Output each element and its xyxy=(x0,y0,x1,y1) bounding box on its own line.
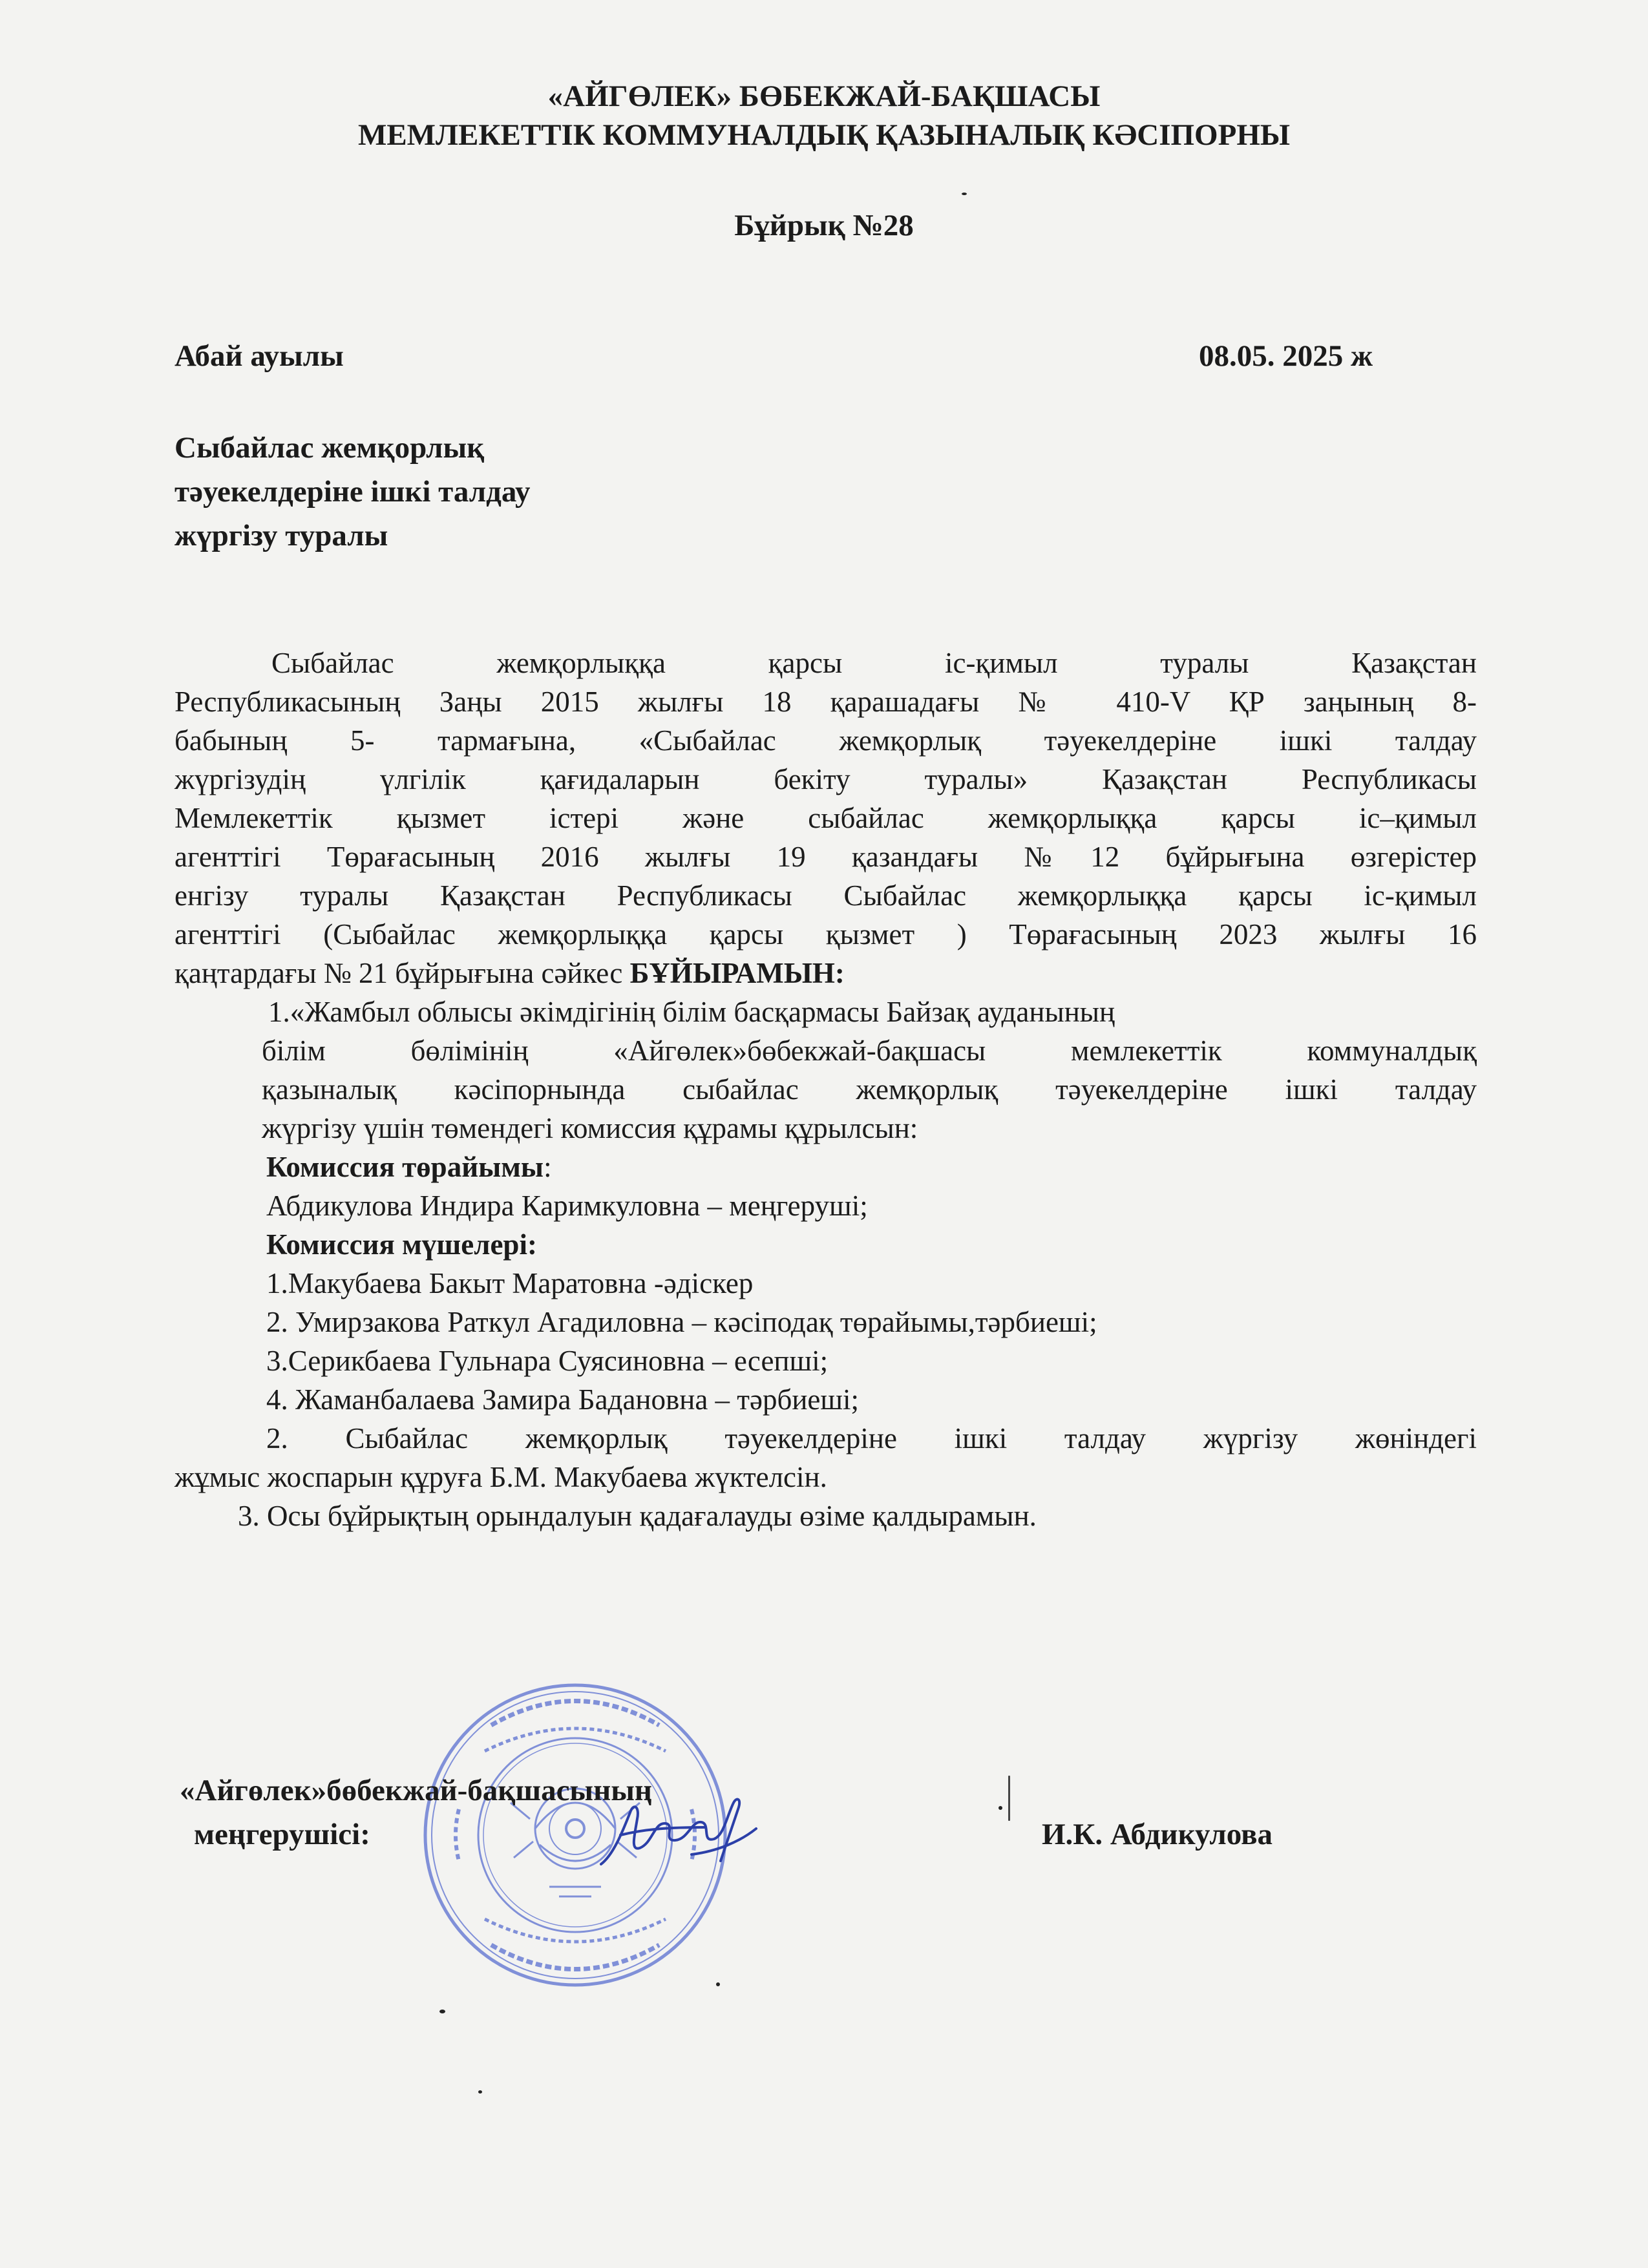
item-2-line: 2. Сыбайлас жемқорлық тәуекелдеріне ішкі талдау жүргізу жөніндегі xyxy=(266,1422,1477,1454)
body-line-text: қаңтардағы № 21 бұйрығына сәйкес xyxy=(174,957,630,989)
scan-speck xyxy=(998,1806,1002,1810)
body-line: Мемлекеттік қызмет істері және сыбайлас жемқорлыққа қарсы іс–қимыл xyxy=(174,802,1477,834)
order-date: 08.05. 2025 ж xyxy=(1199,339,1373,373)
signer-name: И.К. Абдикулова xyxy=(1042,1818,1273,1851)
signature-org-line-2: меңгерушісі: xyxy=(194,1818,370,1851)
institution-name-line-1: «АЙГӨЛЕК» БӨБЕКЖАЙ-БАҚШАСЫ xyxy=(547,79,1101,113)
scan-speck xyxy=(962,193,967,195)
commission-member: 2. Умирзакова Раткул Агадиловна – кәсіподақ төрайымы,тәрбиеші; xyxy=(266,1306,1097,1338)
place-name: Абай ауылы xyxy=(174,339,344,373)
subject-line-3: жүргізу туралы xyxy=(174,519,388,552)
item-1-line: 1.«Жамбыл облысы әкімдігінің білім басқармасы Байзақ ауданының xyxy=(268,996,1115,1028)
institution-name-line-2: МЕМЛЕКЕТТІК КОММУНАЛДЫҚ ҚАЗЫНАЛЫҚ КӘСІПОРНЫ xyxy=(357,118,1291,152)
item-1-line: жүргізу үшін төмендегі комиссия құрамы құрылсын: xyxy=(262,1112,918,1144)
order-title: Бұйрық №28 xyxy=(734,209,914,242)
commission-chair-name: Абдикулова Индира Каримкуловна – меңгеруші; xyxy=(266,1190,868,1222)
body-line: агенттігі Төрағасының 2016 жылғы 19 қазандағы №12 бұйрығына өзгерістер xyxy=(174,841,1477,873)
scan-speck xyxy=(716,1982,720,1986)
item-1-line: білім бөлімінің «Айгөлек»бөбекжай-бақшасы мемлекеттік коммуналдық xyxy=(262,1034,1477,1067)
signature-org-line-1: «Айгөлек»бөбекжай-бақшасының xyxy=(180,1774,652,1807)
scan-speck xyxy=(439,2010,445,2013)
decree-word: БҰЙЫРАМЫН: xyxy=(629,957,845,989)
scan-speck xyxy=(478,2090,482,2094)
body-line: бабының 5- тармағына, «Сыбайлас жемқорлық тәуекелдеріне ішкі талдау xyxy=(174,724,1477,757)
commission-chair-label: Комиссия төрайымы xyxy=(266,1151,544,1183)
commission-chair-colon: : xyxy=(544,1151,552,1183)
scan-mark xyxy=(1008,1776,1010,1821)
body-line: жүргізудің үлгілік қағидаларын бекіту туралы» Қазақстан Республикасы xyxy=(174,763,1477,795)
subject-line-1: Сыбайлас жемқорлық xyxy=(174,431,485,465)
body-line: енгізу туралы Қазақстан Республикасы Сыбайлас жемқорлыққа қарсы іс-қимыл xyxy=(174,879,1477,912)
body-line xyxy=(174,953,1477,993)
commission-chair xyxy=(266,1147,552,1187)
body-line: Республикасының Заңы 2015 жылғы 18 қарашадағы № 410-V ҚР заңының 8- xyxy=(174,686,1477,718)
commission-member: 3.Серикбаева Гульнара Суясиновна – есепші; xyxy=(266,1345,829,1377)
commission-member: 1.Макубаева Бакыт Маратовна -әдіскер xyxy=(266,1267,754,1299)
item-3-line: 3. Осы бұйрықтың орындалуын қадағалауды өзіме қалдырамын. xyxy=(238,1500,1037,1532)
body-line: агенттігі (Сыбайлас жемқорлыққа қарсы қызмет ) Төрағасының 2023 жылғы 16 xyxy=(174,918,1477,950)
commission-members-label: Комиссия мүшелері: xyxy=(266,1228,537,1261)
subject-line-2: тәуекелдеріне ішкі талдау xyxy=(174,475,531,509)
item-2-line: жұмыс жоспарын құруға Б.М. Макубаева жүктелсін. xyxy=(174,1461,827,1493)
item-1-line: қазыналық кәсіпорнында сыбайлас жемқорлық тәуекелдеріне ішкі талдау xyxy=(262,1073,1477,1106)
commission-member: 4. Жаманбалаева Замира Бадановна – тәрбиеші; xyxy=(266,1383,860,1416)
body-line: Сыбайлас жемқорлыққа қарсы іс-қимыл туралы Қазақстан xyxy=(271,647,1477,679)
